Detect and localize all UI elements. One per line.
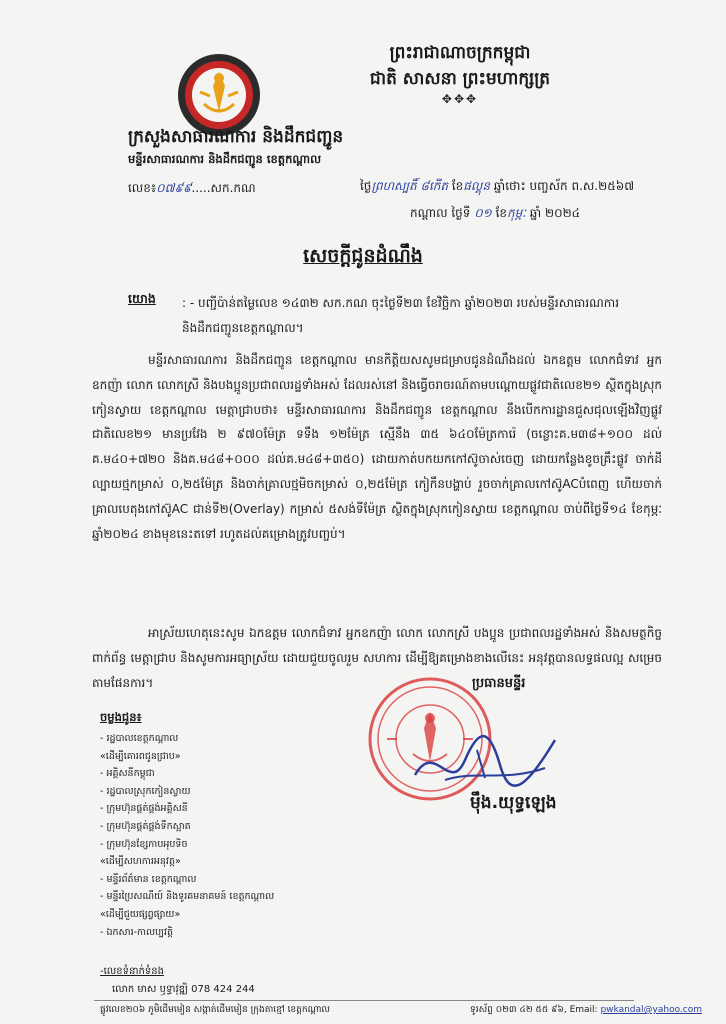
footer-email-link[interactable]: pwkandal@yahoo.com — [600, 1005, 703, 1015]
ministry-name: ក្រសួងសាធារណការ និងដឹកជញ្ជូន — [128, 127, 344, 147]
cc-list — [100, 730, 274, 941]
list-item: - អគ្គិសនីកម្ពុជា — [100, 768, 155, 780]
contact-text: លោក មាស ឫទ្ធាវុឌ្ឍិ 078 424 244 — [112, 984, 255, 995]
list-item: «ដើម្បីជួយផ្សព្វផ្សាយ» — [100, 908, 181, 920]
list-item: - ក្រុមហ៊ុនខ្សែកាបអុបទិច — [100, 838, 188, 850]
cc-heading: ចម្លងជូន៖ — [100, 710, 142, 724]
list-item: - មន្ទីរព័ត៌មាន ខេត្តកណ្តាល — [100, 873, 197, 885]
reference-handwritten: ០៧៩៩ — [156, 181, 192, 195]
national-motto: ជាតិ សាសនា ព្រះមហាក្សត្រ — [369, 69, 551, 89]
body-paragraph-1: មន្ទីរសាធារណការ និងដឹកជញ្ជូន ខេត្តកណ្តាល មានកិត្តិយសសូមជម្រាបជូនដំណឹងដល់ ឯកឧត្តម លោកជំទាវ អ្នកឧកញ៉ា លោក លោកស្រី និងបងប្អូនប្រជាពលរដ្ឋទាំងអស់ ដែលរស់នៅ និងធ្វើចរាចរណ៍តាមបណ្តោយផ្លូវជាតិលេខ២១ ស្ថិតក្នុងស្រុកកៀនស្វាយ ខេត្តកណ្តាល មេត្តាជ្រាបថា៖ មន្ទីរសាធារណការ និងដឹកជញ្ជូន ខេត្តកណ្តាល នឹងបើកការដ្ឋានជួសជុលឡើងវិញផ្លូវជាតិលេខ២១ មានប្រវែង ២ ៩៧០ម៉ែត្រ ទទឹង ១២ម៉ែត្រ ស្មើនឹង ៣៥ ៦៤០ម៉ែត្រការ៉េ (ចន្លោះគ.ម៣៨+១០០ ដល់ គ.ម៤០+៧២០ និងគ.ម៤៨+០០០ ដល់គ.ម៤៨+៣៥០) ដោយកាត់បកយកកៅស៊ូចាស់ចេញ ដោយកន្លែងខូចគ្រឹះផ្លូវ ចាក់ដីល្បាយថ្មកម្រាស់ ០,២៥ម៉ែត្រ និងចាក់គ្រាលថ្មមិចកម្រាស់ ០,២៥ម៉ែត្រ កៀកឹនបង្ហាប់ រួចចាក់គ្រាលកៅស៊ូACបំពេញ ហើយចាក់គ្រាលបេតុងកៅស៊ូAC ជាន់ទី២(Overlay) កម្រាស់ ៥សង់ទីម៉ែត្រ ស្ថិតក្នុងស្រុកកៀនស្វាយ ខេត្តកណ្តាល ចាប់ពីថ្ងៃទី១៤ ខែកុម្ភៈ ឆ្នាំ២០២៤ ខាងមុខនេះតទៅ រហូតដល់គម្រោងត្រូវបញ្ចប់។ — [92, 353, 662, 541]
list-item: - រដ្ឋបាលខេត្តកណ្តាល — [100, 733, 179, 744]
handwritten-signature — [405, 720, 565, 800]
header-ornament: ✥✥✥ — [441, 92, 479, 106]
footer-divider — [94, 1000, 634, 1001]
reference-label: យោង — [128, 291, 156, 306]
kingdom-header — [330, 40, 590, 106]
reference-text: : - បញ្ជីប៉ាន់តម្លៃលេខ ១៤៣២ សក.កណ ចុះថ្ងៃទី២៣ ខែវិច្ឆិកា ឆ្នាំ២០២៣ របស់មន្ទីរសាធារណការ និងដឹកជញ្ជូនខេត្តកណ្តាល។ — [182, 296, 620, 335]
footer-address: ផ្លូវលេខ២០៦ ភូមិដើមមៀន សង្កាត់ដើមមៀន ក្រុងតាខ្មៅ ខេត្តកណ្តាល — [100, 1005, 330, 1015]
footer-contact: ទូរស័ព្ទ ០២៣ ៤២ ៥៥ ៩៦, Email: pwkandal@yahoo.com — [470, 1005, 703, 1015]
department-name: មន្ទីរសាធារណការ និងដឹកជញ្ជូន ខេត្តកណ្តាល — [128, 152, 322, 166]
reference-number: លេខ៖០៧៩៩.....សក.កណ — [128, 181, 256, 195]
list-item: - ក្រុមហ៊ុនផ្គត់ផ្គង់ទឹកស្អាត — [100, 820, 191, 832]
list-item: - មន្ទីរប្រៃសណីយ៍ និងទូរគមនាគមន៍ ខេត្តកណ្តាល — [100, 891, 275, 903]
list-item: - ឯកសារ-កាលប្បវត្តិ — [100, 926, 174, 938]
list-item: «ដើម្បីសហការអនុវត្ត» — [100, 856, 181, 868]
solar-date-line: កណ្តាល ថ្ងៃទី ០១ ខែកុម្ភៈ ឆ្នាំ ២០២៤ — [410, 206, 581, 220]
signer-name: ម៉ឹង.យុទ្ធឡេង — [470, 793, 557, 813]
signer-title: ប្រធានមន្ទីរ — [472, 676, 526, 691]
body-paragraph-2: អាស្រ័យហេតុនេះសូម ឯកឧត្តម លោកជំទាវ អ្នកឧកញ៉ា លោក លោកស្រី បងប្អូន ប្រជាពលរដ្ឋទាំងអស់ និងសមត្ថកិច្ចពាក់ព័ន្ធ មេត្តាជ្រាប និងសូមការអធ្យាស្រ័យ ដោយជួយចូលរួម សហការ ដើម្បីឱ្យគម្រោងខាងលើនេះ អនុវត្តបានលទ្ធផលល្អ សម្រេចតាមផែនការ។ — [92, 626, 662, 690]
contact-label: -លេខទំនាក់ទំនង — [100, 966, 164, 977]
list-item: «ដើម្បីគោរពជូនជ្រាប» — [100, 750, 181, 762]
list-item: - ក្រុមហ៊ុនផ្គត់ផ្គង់អគ្គិសនី — [100, 803, 188, 815]
document-title: សេចក្តីជូនដំណឹង — [303, 245, 423, 267]
lunar-date-line: ថ្ងៃព្រហស្បតិ៍ ៨កើត ខែផល្គុន ឆ្នាំថោះ បញ្ចស័ក ព.ស.២៥៦៧ — [360, 179, 635, 193]
kingdom-title: ព្រះរាជាណាចក្រកម្ពុជា — [389, 43, 531, 63]
list-item: - រដ្ឋបាលស្រុកកៀនស្វាយ — [100, 785, 191, 797]
